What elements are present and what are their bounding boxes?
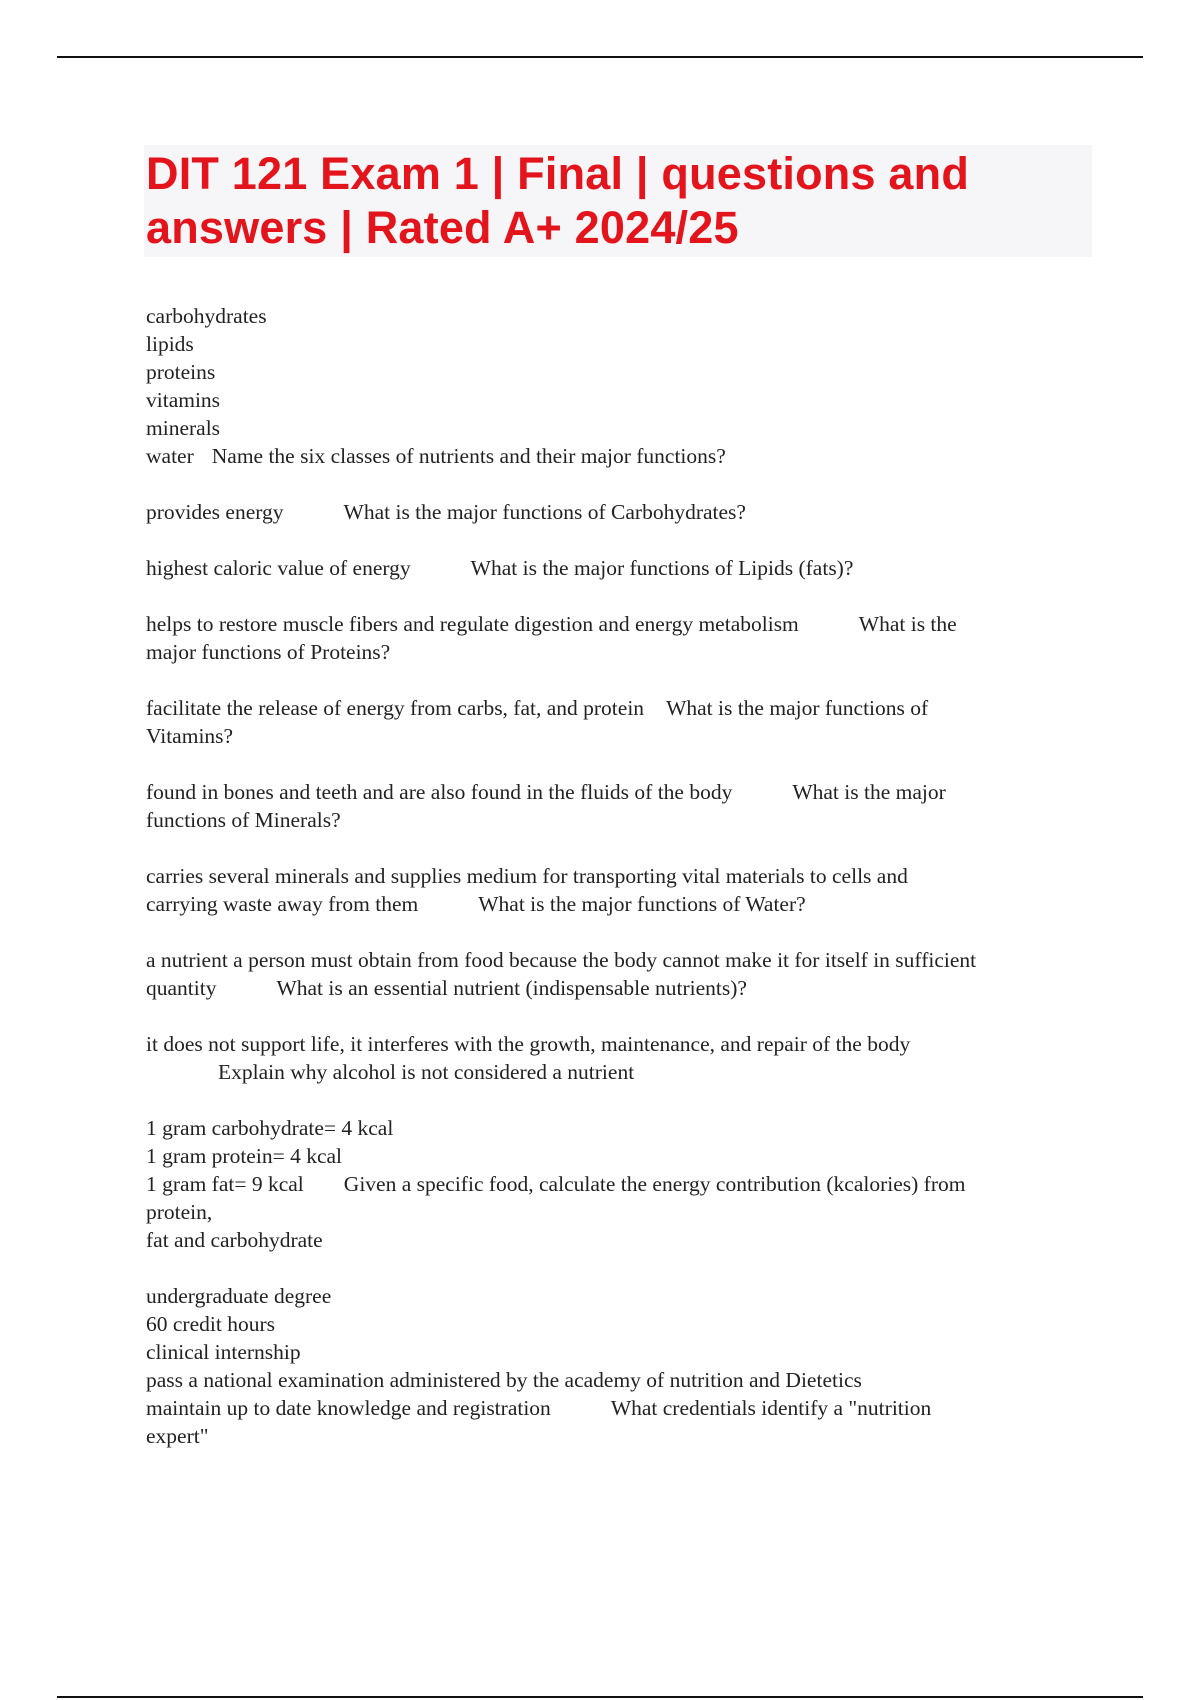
question-text: What is the major functions of Water? bbox=[478, 892, 806, 916]
flashcard bbox=[146, 778, 1086, 834]
answer-text: quantity bbox=[146, 976, 217, 1000]
answer-text: provides energy bbox=[146, 500, 284, 524]
question-text: What is the major bbox=[792, 780, 946, 804]
answer-line: 1 gram protein= 4 kcal bbox=[146, 1144, 343, 1168]
question-text: What is the major functions of Lipids (fats)? bbox=[470, 556, 854, 580]
answer-line: proteins bbox=[146, 360, 216, 384]
answer-line: pass a national examination administered by the academy of nutrition and Dietetics bbox=[146, 1368, 862, 1392]
question-text: Given a specific food, calculate the energy contribution (kcalories) from bbox=[343, 1172, 966, 1196]
question-text: Vitamins? bbox=[146, 724, 234, 748]
answer-line: vitamins bbox=[146, 388, 221, 412]
question-text: What is an essential nutrient (indispensable nutrients)? bbox=[276, 976, 747, 1000]
flashcard bbox=[146, 302, 1086, 470]
question-text: major functions of Proteins? bbox=[146, 640, 391, 664]
flashcard bbox=[146, 554, 1086, 582]
bottom-rule bbox=[57, 1696, 1143, 1698]
answer-line: 1 gram fat= 9 kcal bbox=[146, 1172, 304, 1196]
flashcard bbox=[146, 610, 1086, 666]
document-title: DIT 121 Exam 1 | Final | questions and answers | Rated A+ 2024/25 bbox=[146, 148, 970, 253]
answer-line: clinical internship bbox=[146, 1340, 301, 1364]
flashcard bbox=[146, 1282, 1086, 1450]
flashcard bbox=[146, 1030, 1086, 1086]
answer-text: it does not support life, it interferes with the growth, maintenance, and repair of the body bbox=[146, 1032, 911, 1056]
answer-text: facilitate the release of energy from carbs, fat, and protein bbox=[146, 696, 645, 720]
answer-line: lipids bbox=[146, 332, 194, 356]
question-text: Explain why alcohol is not considered a nutrient bbox=[218, 1060, 635, 1084]
question-text: Name the six classes of nutrients and their major functions? bbox=[211, 444, 726, 468]
answer-text: found in bones and teeth and are also found in the fluids of the body bbox=[146, 780, 733, 804]
answer-text: highest caloric value of energy bbox=[146, 556, 411, 580]
title-banner bbox=[144, 145, 1092, 257]
answer-line: 1 gram carbohydrate= 4 kcal bbox=[146, 1116, 394, 1140]
question-text: What credentials identify a "nutrition bbox=[610, 1396, 932, 1420]
answer-text: carries several minerals and supplies medium for transporting vital materials to cells and bbox=[146, 864, 908, 888]
flashcard bbox=[146, 946, 1086, 1002]
flashcard bbox=[146, 498, 1086, 526]
flashcard bbox=[146, 694, 1086, 750]
question-text: What is the bbox=[858, 612, 957, 636]
answer-line: undergraduate degree bbox=[146, 1284, 332, 1308]
answer-line: carbohydrates bbox=[146, 304, 267, 328]
question-text: What is the major functions of Carbohydrates? bbox=[343, 500, 746, 524]
question-text: functions of Minerals? bbox=[146, 808, 341, 832]
answer-line: water bbox=[146, 444, 194, 468]
question-text: fat and carbohydrate bbox=[146, 1228, 323, 1252]
question-text: protein, bbox=[146, 1200, 213, 1224]
top-rule bbox=[57, 56, 1143, 58]
question-text: What is the major functions of bbox=[666, 696, 929, 720]
question-text: expert" bbox=[146, 1424, 209, 1448]
answer-line: maintain up to date knowledge and registration bbox=[146, 1396, 551, 1420]
answer-text: carrying waste away from them bbox=[146, 892, 419, 916]
flashcard bbox=[146, 1114, 1086, 1254]
flashcard-list bbox=[146, 302, 1086, 1478]
answer-line: 60 credit hours bbox=[146, 1312, 275, 1336]
answer-text: helps to restore muscle fibers and regulate digestion and energy metabolism bbox=[146, 612, 799, 636]
flashcard bbox=[146, 862, 1086, 918]
answer-line: minerals bbox=[146, 416, 221, 440]
answer-text: a nutrient a person must obtain from food because the body cannot make it for itself in sufficient bbox=[146, 948, 977, 972]
